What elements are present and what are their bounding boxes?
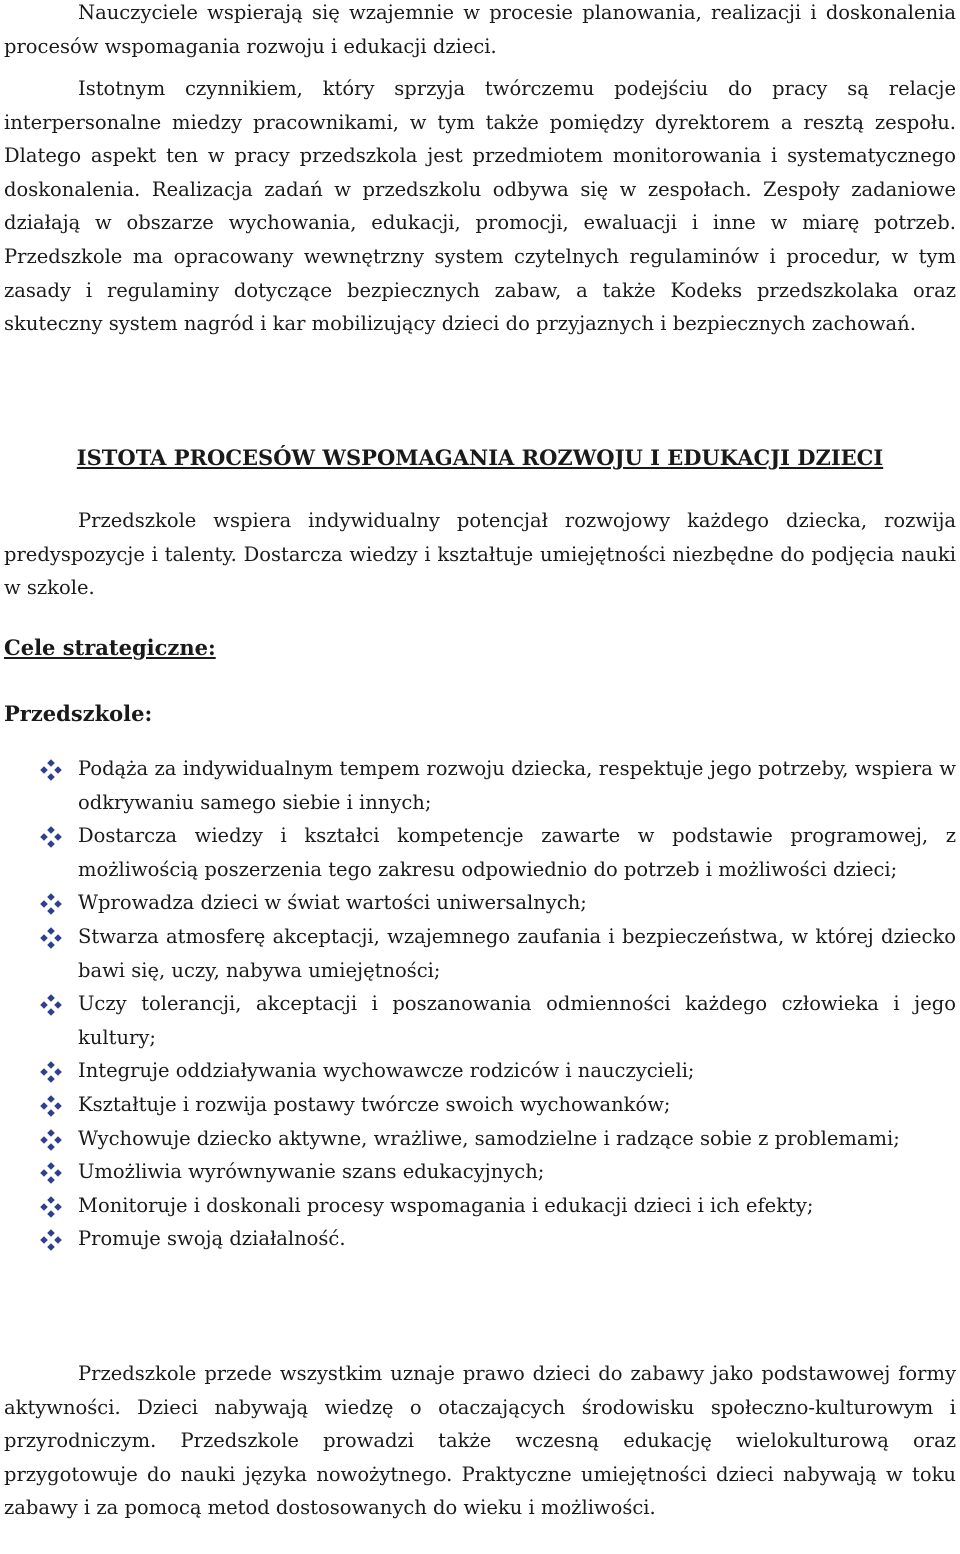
goal-text: Promuje swoją działalność. [78,1227,346,1251]
goal-text: Umożliwia wyrównywanie szans edukacyjnych; [78,1160,545,1184]
four-diamond-bullet-icon [40,927,62,949]
goal-text: Podąża za indywidualnym tempem rozwoju dziecka, respektuje jego potrzeby, wspiera w odkrywaniu samego siebie i innych; [78,757,956,814]
goal-list-item [4,1222,956,1256]
subheading-strategic-goals: Cele strategiczne: [4,635,216,660]
goal-text: Dostarcza wiedzy i kształci kompetencje zawarte w podstawie programowej, z możliwością poszerzenia tego zakresu odpowiednio do potrzeb i możliwości dzieci; [78,824,956,881]
paragraph-play: Przedszkole przede wszystkim uznaje prawo dzieci do zabawy jako podstawowej formy aktywności. Dzieci nabywają wiedzę o otaczających środowisku społeczno-kulturowym i przyrodniczym. Przedszkole prowadzi także wczesną edukację wielokulturową oraz przygotowuje do nauki języka nowożytnego. Praktyczne umiejętności dzieci nabywają w toku zabawy i za pomocą metod dostosowanych do wieku i możliwości. [4,1362,956,1520]
goal-list-item [4,1088,956,1122]
goals-list [4,752,956,1256]
goal-text: Stwarza atmosferę akceptacji, wzajemnego zaufania i bezpieczeństwa, w której dziecko bawi się, uczy, nabywa umiejętności; [78,924,956,982]
goal-list-item [4,1122,956,1156]
goal-list-item [4,987,956,1054]
four-diamond-bullet-icon [40,759,62,781]
goal-list-item [4,1054,956,1088]
subheading-preschool: Przedszkole: [4,701,153,726]
goal-text: Wprowadza dzieci w świat wartości uniwersalnych; [78,891,587,915]
goal-list-item [4,886,956,920]
four-diamond-bullet-icon [40,826,62,848]
section-heading: ISTOTA PROCESÓW WSPOMAGANIA ROZWOJU I EDUKACJI DZIECI [76,445,884,470]
paragraph-teachers: Nauczyciele wspierają się wzajemnie w procesie planowania, realizacji i doskonalenia procesów wspomagania rozwoju i edukacji dzieci. [4,1,956,58]
four-diamond-bullet-icon [40,1061,62,1083]
goal-list-item [4,1189,956,1223]
paragraph-relations: Istotnym czynnikiem, który sprzyja twórczemu podejściu do pracy są relacje interpersonalne miedzy pracownikami, w tym także pomiędzy dyrektorem a resztą zespołu. Dlatego aspekt ten w pracy przedszkola jest przedmiotem monitorowania i systematycznego doskonalenia. Realizacja zadań w przedszkolu odbywa się w zespołach. Zespoły zadaniowe działają w obszarze wychowania, edukacji, promocji, ewaluacji i inne w miarę potrzeb. Przedszkole ma opracowany wewnętrzny system czytelnych regulaminów i procedur, w tym zasady i regulaminy dotyczące bezpiecznych zabaw, a także Kodeks przedszkolaka oraz skuteczny system nagród i kar mobilizujący dzieci do przyjaznych i bezpiecznych zachowań. [4,77,956,336]
goal-list-item [4,752,956,819]
goal-list-item [4,1155,956,1189]
goal-text: Kształtuje i rozwija postawy twórcze swoich wychowanków; [78,1092,671,1116]
goal-list-item [4,819,956,886]
four-diamond-bullet-icon [40,893,62,915]
four-diamond-bullet-icon [40,1196,62,1218]
four-diamond-bullet-icon [40,1129,62,1151]
goal-text: Integruje oddziaływania wychowawcze rodziców i nauczycieli; [78,1059,695,1083]
goal-list-item [4,920,956,987]
four-diamond-bullet-icon [40,1162,62,1184]
goal-text: Uczy tolerancji, akceptacji i poszanowania odmienności każdego człowieka i jego kultury; [78,992,956,1049]
goal-text: Wychowuje dziecko aktywne, wrażliwe, samodzielne i radzące sobie z problemami; [78,1126,900,1150]
four-diamond-bullet-icon [40,994,62,1016]
four-diamond-bullet-icon [40,1095,62,1117]
goal-text: Monitoruje i doskonali procesy wspomagania i edukacji dzieci i ich efekty; [78,1193,814,1217]
four-diamond-bullet-icon [40,1229,62,1251]
paragraph-potential: Przedszkole wspiera indywidualny potencjał rozwojowy każdego dziecka, rozwija predyspozycje i talenty. Dostarcza wiedzy i kształtuje umiejętności niezbędne do podjęcia nauki w szkole. [4,509,956,600]
